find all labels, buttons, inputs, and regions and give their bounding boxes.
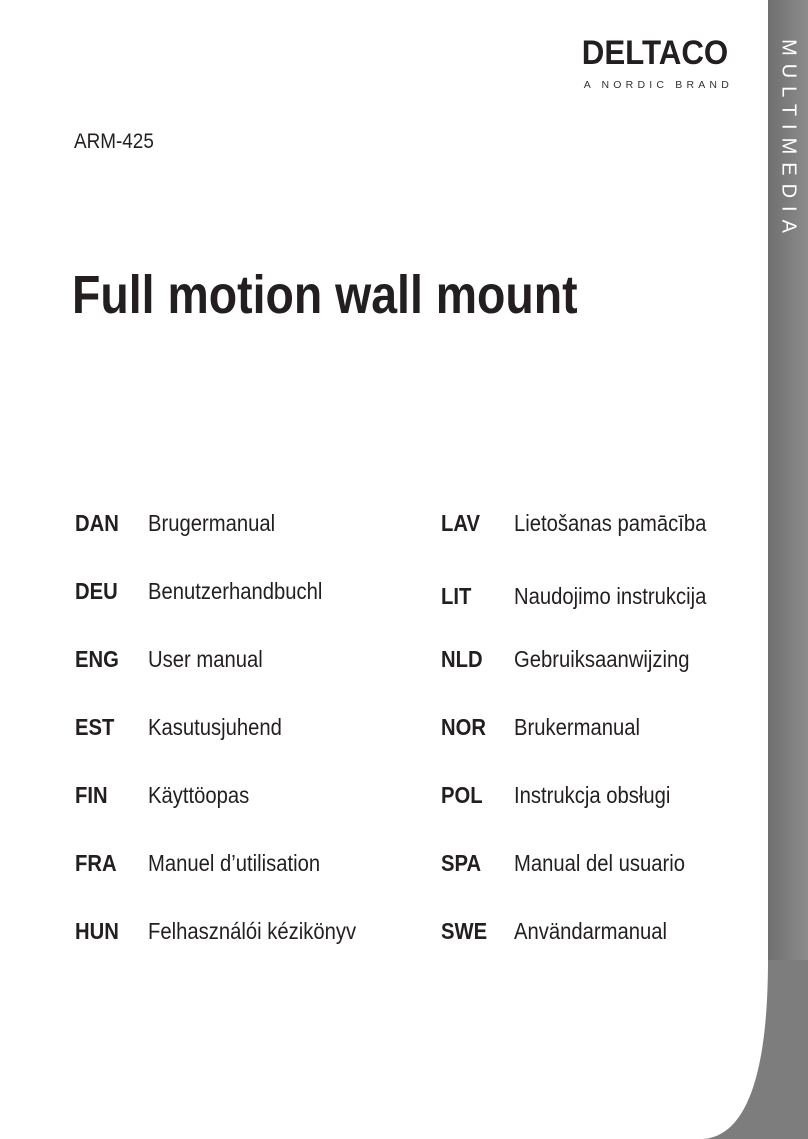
side-label: MULTIMEDIA — [777, 39, 800, 241]
language-code: DAN — [75, 510, 119, 536]
brand-name: DELTACO — [581, 34, 729, 72]
language-code: SPA — [441, 850, 482, 876]
language-code: LIT — [441, 583, 472, 609]
language-code: EST — [75, 714, 115, 740]
language-name: Kasutusjuhend — [148, 714, 282, 740]
language-name: Instrukcja obsługi — [514, 782, 671, 808]
language-code: NOR — [441, 714, 486, 740]
language-code: FRA — [75, 850, 117, 876]
language-code: DEU — [75, 578, 118, 604]
brand-logo — [575, 34, 735, 91]
model-number: ARM-425 — [74, 130, 154, 153]
language-name: Lietošanas pamācība — [514, 510, 707, 536]
language-name: Manuel d’utilisation — [148, 850, 321, 876]
language-code: POL — [441, 782, 483, 808]
language-name: Gebruiksaanwijzing — [514, 646, 690, 672]
language-name: Användarmanual — [514, 918, 668, 944]
language-code: NLD — [441, 646, 483, 672]
language-code: HUN — [75, 918, 119, 944]
language-name: Brugermanual — [148, 510, 276, 536]
language-name: Benutzerhandbuchl — [148, 578, 323, 604]
language-name: Naudojimo instrukcija — [514, 583, 707, 609]
language-code: SWE — [441, 918, 488, 944]
language-name: Brukermanual — [514, 714, 641, 740]
language-code: LAV — [441, 510, 480, 536]
language-name: User manual — [148, 646, 263, 672]
page-title: Full motion wall mount — [72, 265, 578, 325]
language-name: Manual del usuario — [514, 850, 686, 876]
brand-tagline: A NORDIC BRAND — [583, 79, 733, 91]
language-code: FIN — [75, 782, 108, 808]
language-code: ENG — [75, 646, 119, 672]
language-name: Käyttöopas — [148, 782, 250, 808]
language-name: Felhasználói kézikönyv — [148, 918, 357, 944]
